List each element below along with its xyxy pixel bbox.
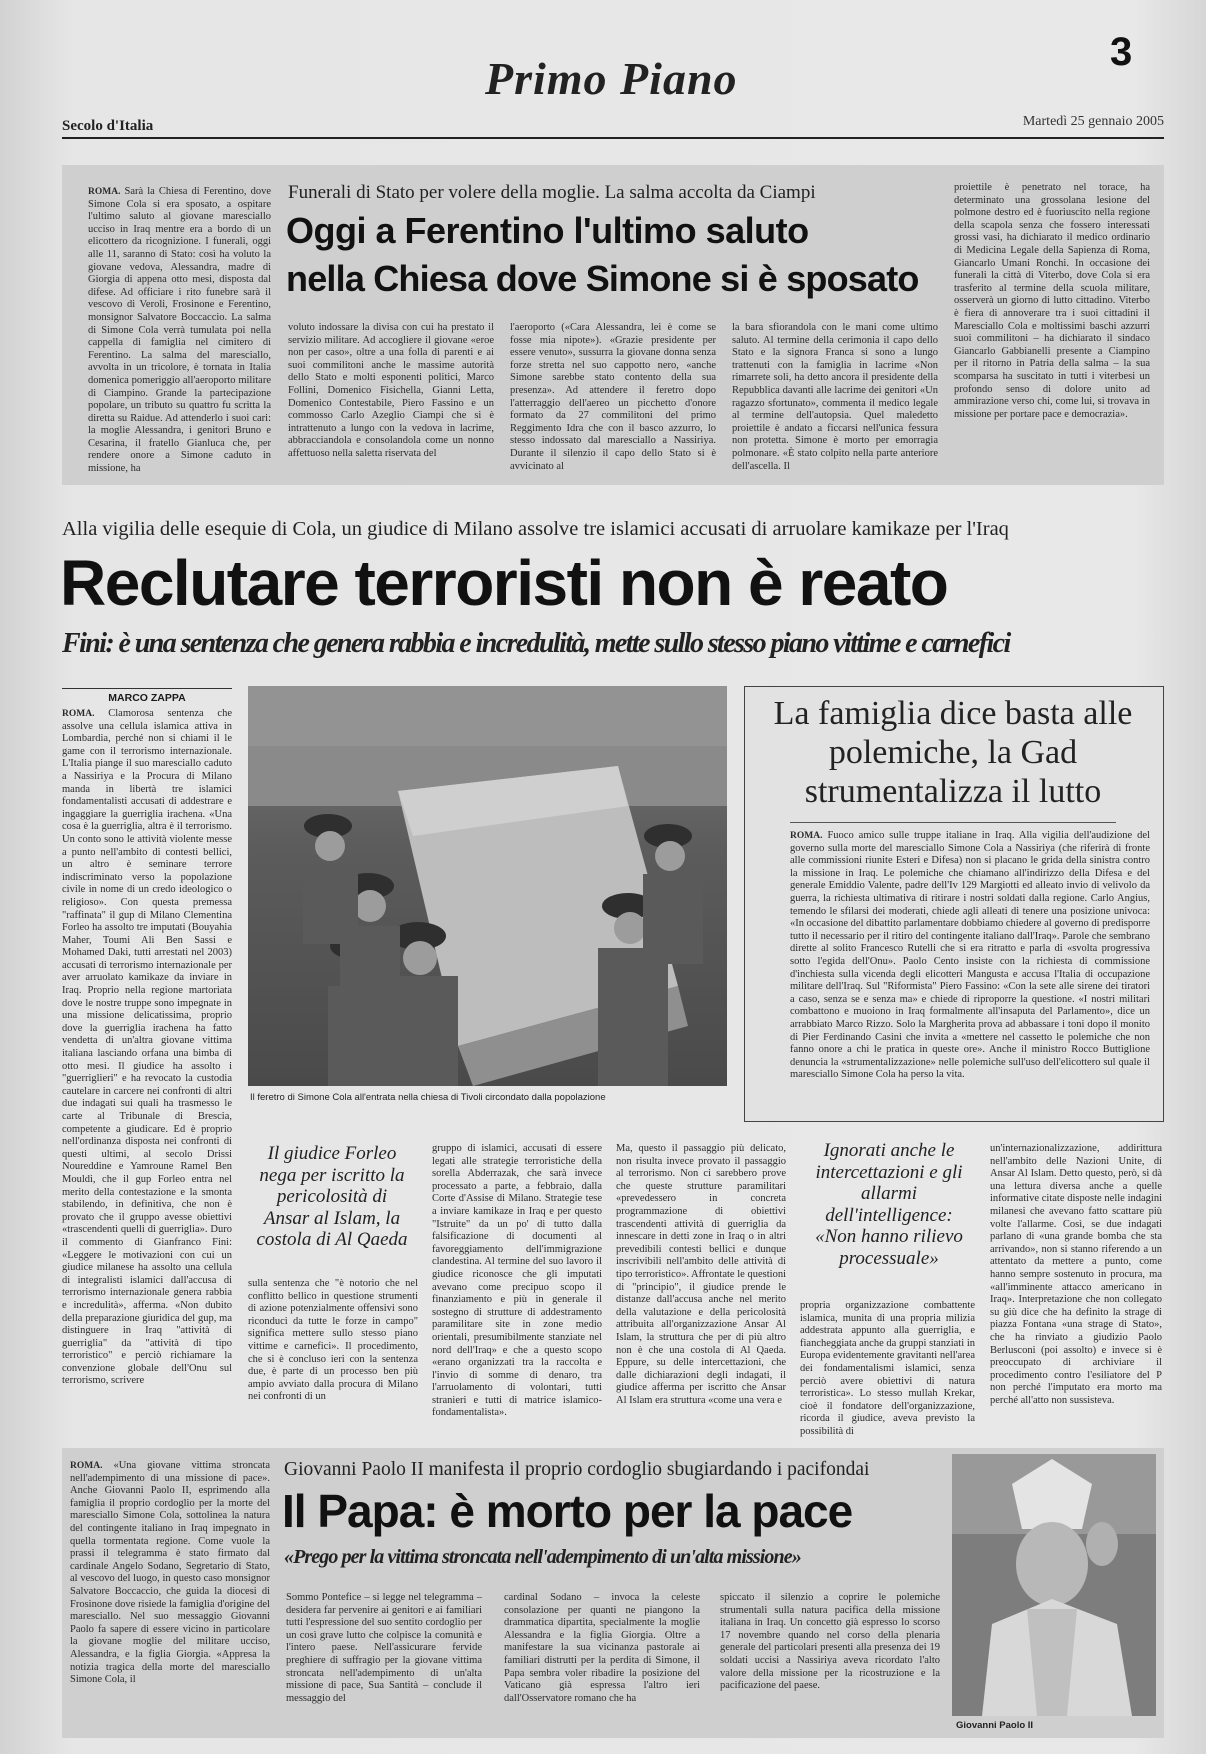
story2-column-e: un'internazionalizzazione, addirittura nell'ambito delle Nazioni Unite, di Ansar Al Islam. Detto questo, però, si dà una lettura diversa anche a quelle informative citate disposte nelle indagini milanesi che avevano fatto scattare più volte l'allarme. Così, se due indagati parlano di «una grande bomba che sta arrivando», non si stanno riferendo a un attentato da mettere a punto, come hanno sempre sostenuto in procura, ma «all'imminente attacco americano in Iraq». Interpretazione che non collegato su giù dice che ha definito la strage di piazza Fontana «una strage di Stato», che ha rinviato a giudizio Paolo Berlusconi (poi assolto) e invece si è preoccupato di archiviare il procedimento contro l'esiliatore del P non perché l'imputato era morto ma perché all'atto non sussisteva.: [990, 1143, 1162, 1406]
story2-left-text: Clamorosa sentenza che assolve una cellula islamica attiva in Lombardia, perché non si chiami il le game con il terrorismo internazionale. L'Italia piange il suo maresciallo caduto a Nassiriya e la Procura di Milano manda in libertà tre islamici fondamentalisti accusati di addestrare e ingaggiare la guerriglia irachena. «Una cosa è la guerriglia, altra è il terrorismo. Un conto sono le attività violente messe a punto nell'ambito di contesti bellici, un altro è seminare terrore indiscriminato verso la popolazione civile in nome di un credo ideologico o religioso». Con questa premessa "raffinata" il gup di Milano Clementina Forleo ha assolto tre imputati (Bouyahia Maher, Toumi Ali Ben Sassi e Mohamed Daki, tutti arrestati nel 2003) accusati di terrorismo internazionale per aver arruolato kamikaze da inviare in Iraq. Proprio nella regione martoriata dove le nostre truppe sono impegnate in una missione delicatissima, proprio dove la guerriglia irachena ha fatto vendetta di un'altra giovane vittima italiana lasciando orfana una bimba di otto mesi. Il giudice ha assolto i "guerriglieri" e ha revocato la custodia cautelare in carcere nei confronti di altri due indagati sui quali ha trasmesso le carte al Tribunale di Brescia, competente a giudicare. Ed è proprio nell'ordinanza disposta nei confronti di questi ultimi, al secolo Drissi Noureddine e Yamroune Ramel Ben Mouldi, che il gup Forleo entra nel merito della contestazione e la smonta stabilendo, in definitiva, che non è provato che il gruppo avesse obiettivi «trascendenti quelli di guerriglia». Duro il commento di Gianfranco Fini: «Leggere le motivazioni con cui un giudice milanese ha assolto una cellula di integralisti islamici dall'accusa di terrorismo internazionale genera rabbia e incredulità», afferma. «Non dubito della preparazione giuridica del gup, ma distinguere in Iraq "attività di guerriglia" da "attività di tipo terroristico" e perciò richiamare la convenzione globale dell'Onu sul terrorismo, scrivere: [62, 708, 232, 1387]
story1-headline-line2: nella Chiesa dove Simone si è sposato: [286, 258, 919, 299]
story2-column-c: Ma, questo il passaggio più delicato, non risulta invece provato il passaggio al terrorismo. Non ci sarebbero prove che queste strutture paramilitari «prevedessero in concreta programmazione di obiettivi trascendenti attività di guerriglia da innescare in detti zone in Iraq o in altri prevedibili contesti bellici e dunque inscrivibili nell'ambito delle attività di tipo terroristico». Affrontate le questioni di "principio", il giudice prende le distanze dall'accusa anche nel merito della valutazione e della pericolosità attribuita all'organizzazione Ansar Al Islam, la struttura che per di più altro non è che una costola di Al Qaeda. Eppure, su delle intercettazioni, che dalle dichiarazioni degli indagati, il giudice afferma per iscritto che Ansar Al Islam era struttura «come una vera e: [616, 1143, 786, 1406]
story1-column-5: proiettile è penetrato nel torace, ha determinato una grossolana lesione del polmone destro ed è fuoriuscito nella regione della scapola senza che fossero interessati grossi vasi, ha dichiarato il medico ordinario di Medicina Legale della Sapienza di Roma, Giancarlo Umani Ronchi. In occasione dei funerali la città di Viterbo, dove Cola si era trasferito al termine della scuola militare, osserverà un giorno di lutto cittadino. Viterbo è fiera di annoverare tra i suoi cittadini il Maresciallo Cola e moltissimi baschi azzurri suoi commilitoni – ha dichiarato il sindaco Giancarlo Gabbianelli presente a Ciampino per il ritorno in Patria della salma – la sua scomparsa ha suscitato in tutti i viterbesi un profondo senso di dolore unito ad ammirazione verso chi, come lui, si trovava in missione per portare pace e democrazia».: [954, 182, 1150, 420]
story2-column-b: gruppo di islamici, accusati di essere legati alle strategie terroristiche della sorella Abderrazak, che sarà invece processato a parte, a febbraio, dalla Corte d'Assise di Milano. Strategie tese a inviare kamikaze in Iraq e per questo "Istruite" da un po' di tutto dalla falsificazione di documenti al favoreggiamento dell'immigrazione clandestina. Al termine del suo lavoro il giudice riconosce che gli imputati avevano come precipuo scopo il finanziamento e più in generale il sostegno di strutture di addestramento paramilitare site in zone medio orientali, presumibilmente stanziate nel nord dell'Iraq» e che a questo scopo «erano organizzati tra la raccolta e l'invio di somme di denaro, tra l'arruolamento di volontari, tutti stranieri e tutti di matrice islamico-fondamentalista».: [432, 1143, 602, 1419]
procession-illustration: [248, 686, 727, 1086]
story3-column-4: spiccato il silenzio a coprire le polemiche strumentali sulla natura pacifica della missione italiana in Iraq. Un concetto già espresso lo scorso 17 novembre quando nel corso della plenaria generale del particolari presenti alla presenza dei 19 soldati uccisi a Nassiriya aveva ricordato l'alto valore della missione per la ricostruzione e la pacificazione del paese.: [720, 1592, 940, 1692]
story1-kicker: Funerali di Stato per volere della moglie. La salma accolta da Ciampi: [288, 182, 816, 203]
story3-column-1: [70, 1460, 270, 1730]
story3-headline: Il Papa: è morto per la pace: [282, 1485, 853, 1537]
story1-column-2: voluto indossare la divisa con cui ha prestato il servizio militare. Ad accogliere il giovane «eroe non per caso», oltre a una folla di parenti e ai suoi commilitoni anche le massime autorità dello Stato e molti esponenti politici, Marco Follini, Domenico Fisichella, Gianni Letta, Domenico Contestabile, Piero Fassino e un commosso Carlo Azeglio Ciampi che si è intrattenuto a lungo con la vedova in lacrime, abbracciandola e consolandola come un nonno affettuoso nella saletta riservata del: [288, 322, 494, 459]
masthead-rule: [62, 137, 1164, 139]
photo-caption: Il feretro di Simone Cola all'entrata nella chiesa di Tivoli circondato dalla popolazione: [250, 1092, 606, 1103]
story3-subhead: «Prego per la vittima stroncata nell'adempimento di un'alta missione»: [284, 1546, 801, 1568]
section-title: Primo Piano: [485, 53, 738, 104]
story2-column-d: propria organizzazione combattente islamica, munita di una propria milizia addestrata appunto alla guerriglia, e fiancheggiata anche da gruppi stanziati in Europa evidentemente gravitanti nell'area dei fondamentalismi islamici, senza perciò avere obiettivi di natura terroristica». Lo stesso mullah Krekar, cioè il fondatore dell'organizzazione, ricorda il giudice, aveva previsto la possibilità di: [800, 1300, 975, 1437]
pull-quote-forleo: Il giudice Forleo nega per iscritto la pericolosità di Ansar al Islam, la costola di Al Qaeda: [256, 1143, 408, 1250]
story2-kicker: Alla vigilia delle esequie di Cola, un giudice di Milano assolve tre islamici accusati di arruolare kamikaze per l'Iraq: [62, 518, 1009, 540]
pope-photo: [952, 1454, 1156, 1716]
pull-quote-intelligence: Ignorati anche le intercettazioni e gli allarmi dell'intelligence: «Non hanno rilievo processuale»: [815, 1140, 963, 1269]
pope-illustration: [952, 1454, 1156, 1716]
story1-column-1: [88, 186, 271, 482]
dateline: ROMA.: [88, 187, 121, 197]
family-headline-rule: [790, 822, 1116, 823]
story3-kicker: Giovanni Paolo II manifesta il proprio cordoglio sbugiardando i pacifondai: [284, 1459, 870, 1480]
pope-caption: Giovanni Paolo II: [956, 1720, 1034, 1731]
story3-column-3: cardinal Sodano – invoca la celeste consolazione per quanti ne piangono la drammatica dipartita, specialmente la moglie Alessandra e la figlia Giorgia. Oltre a manifestare la sua vicinanza pastorale ai familiari distrutti per la perdita di Simone, il Papa sembra voler ribadire la posizione del Vaticano già espressa l'altro ieri dall'Osservatore romano che ha: [504, 1592, 700, 1704]
dateline: ROMA.: [62, 709, 95, 719]
coffin-procession-photo: [248, 686, 727, 1086]
story2-left-column: [62, 708, 232, 1420]
family-text: [790, 830, 1150, 1110]
story1-headline-line1: Oggi a Ferentino l'ultimo saluto: [286, 210, 809, 251]
dateline: ROMA.: [790, 831, 823, 841]
paper-name: Secolo d'Italia: [62, 118, 154, 134]
issue-date: Martedì 25 gennaio 2005: [1022, 114, 1164, 129]
story1-col1-text: Sarà la Chiesa di Ferentino, dove Simone Cola si era sposato, a ospitare l'ultimo saluto al giovane maresciallo ucciso in Iraq mentre era a bordo di un elicottero da ricognizione. I funerali, oggi alle 11, saranno di Stato: così ha voluto la giovane vedova, Alessandra, madre di Giorgia di appena otto mesi, disposta dal difese. Ad officiare i rito funebre sarà il vescovo di Veroli, Frosinone e Ferentino, monsignor Salvatore Boccaccio. La salma di Simone Cola verrà tumulata poi nella cappella di famiglia nel cimitero di Ferentino. La salma del maresciallo, avvolta in un tricolore, è tornata in Italia domenica pomeriggio all'aeroporto militare di Ciampino. Grande la partecipazione popolare, un tributo su quattro fu scritta la diretta su Raidue. Ad attenderlo i suoi cari: la moglie Alessandra, i genitori Bruno e Cesarina, il fratello Gianluca che, per rendere onore a Simone caduto in missione, ha: [88, 186, 271, 475]
story1-column-4: la bara sfiorandola con le mani come ultimo saluto. Al termine della cerimonia il capo dello Stato e la signora Franca si sono a lungo trattenuti con la famiglia in lacrime «Non rimarrete soli, ha detto ancora il presidente della Repubblica davanti alle lacrime dei genitori «Un ragazzo sfortunato», commenta il medico legale al termine dell'autopsia. Quel maledetto proiettile è andato a ficcarsi nell'unica fessura non protetta. Simone è morto per emorragia polmonare. «È stato colpito nella parte anteriore dell'ascella. Il: [732, 322, 938, 472]
family-headline: La famiglia dice basta alle polemiche, la Gad strumentalizza il lutto: [773, 695, 1133, 810]
byline: MARCO ZAPPA: [62, 688, 232, 704]
story2-column-a: sulla sentenza che "è notorio che nel conflitto bellico in questione strumenti di azione potenzialmente offensivi sono riconduci da tutte le forze in campo" significa mettere sullo stesso piano vittime e carnefici». Il procedimento, che si è concluso ieri con la sentenza due, è parte di un processo ben più ampio avviato dalla procura di Milano nei confronti di un: [248, 1278, 418, 1403]
page-number: 3: [1110, 30, 1133, 74]
story2-subhead: Fini: è una sentenza che genera rabbia e incredulità, mette sullo stesso piano vittime e carnefici: [62, 628, 1010, 659]
story2-headline: Reclutare terroristi non è reato: [60, 547, 948, 619]
story3-col1-text: «Una giovane vittima stroncata nell'adempimento di una missione di pace». Anche Giovanni Paolo II, esprimendo alla famiglia il proprio cordoglio per la morte del maresciallo Simone Cola, sottolinea la natura del contingente italiano in Iraq impegnato in quella tormentata regione. Come vuole la prassi il telegramma è stato firmato dal cardinale Angelo Sodano, Segretario di Stato, al vescovo del luogo, in questo caso monsignor Salvatore Boccaccio, che guida la diocesi di Frosinone dove risiede la famiglia d'origine del maresciallo. Nel suo messaggio Giovanni Paolo fa sapere di essere vicino in particolare la giovane moglie del militare ucciso, Alessandra, e la figlia Giorgia. «Appresa la notizia tragica della morte del maresciallo Simone Cola, il: [70, 1460, 270, 1686]
dateline: ROMA.: [70, 1461, 103, 1471]
family-body: Fuoco amico sulle truppe italiane in Iraq. Alla vigilia dell'audizione del governo sulla morte del maresciallo Simone Cola a Nassiriya (che riferirà di fronte alle commissioni riunite Esteri e Difesa) non si placano le grida della sinistra contro la missione in Iraq. Le polemiche che chiamano all'indirizzo della Difesa e del generale Emiddio Valente, padre dell'Iv 129 Margiotti ed alleato invio di velivolo da guerra, la richiesta ultimativa di ritirare i nostri soldati dalla regione. Carlo Angius, temendo le sfilarsi dei moderati, chiede agli alleati di tenere una posizione univoca: «In occasione del dibattito parlamentare dobbiamo chiedere al governo di predisporre tutto il necessario per il ritiro del contingente italiano dall'Iraq». Parole che sembrano dirette al solito Francesco Rutelli che si era ritratto e parla di «svolta progressiva sotto l'egida dell'Onu». Paolo Cento insiste con la richiesta di commissione d'inchiesta sulla vicenda degli elicotteri Mangusta e accusa l'Italia di occupazione militare dell'Iraq. Sul "Riformista" Piero Fassino: «Con la sete alle sirene dei tiratori a caso, senza se e senza ma» e chiede di riproporre la questione. «I nostri militari combattono e muoiono in Iraq formalmente all'insaputa del Parlamento», dice un arrabbiato Marco Rizzo. Solo la Margherita prova ad abbassare i toni dopo il monito di Pier Ferdinando Casini che invita a «mettere nel cassetto le polemiche che non fanno onore a chi le pratica in queste ore». Anche il ministro Rocco Buttiglione denuncia la «strumentalizzazione» nelle polemiche sull'uso dell'elicottero sul quale il maresciallo Simone Cola ha perso la vita.: [790, 830, 1151, 1081]
story3-column-2: Sommo Pontefice – si legge nel telegramma – desidera far pervenire ai genitori e ai familiari tutti l'espressione del suo sentito cordoglio per un così grave lutto che colpisce la comunità e l'intero paese. Nell'assicurare fervide preghiere di suffragio per la giovane vittima stroncata nell'adempimento di un'alta missione di pace, Sua Santità – conclude il messaggio del: [286, 1592, 482, 1704]
story1-column-3: l'aeroporto («Cara Alessandra, lei è come se fosse mia nipote»). «Grazie presidente per essere venuto», sussurra la giovane donna senza forze stretta nel suo cappotto nero, «anche Simone sarebbe stato contento della sua presenza». Ad attendere il feretro dopo l'atterraggio dell'aereo un picchetto d'onore formato da 27 commilitoni del primo Reggimento Idra che con il basco azzurro, lo stesso indossato dal maresciallo a Nassiriya. Durante il silenzio il capo dello Stato si è avvicinato al: [510, 322, 716, 472]
